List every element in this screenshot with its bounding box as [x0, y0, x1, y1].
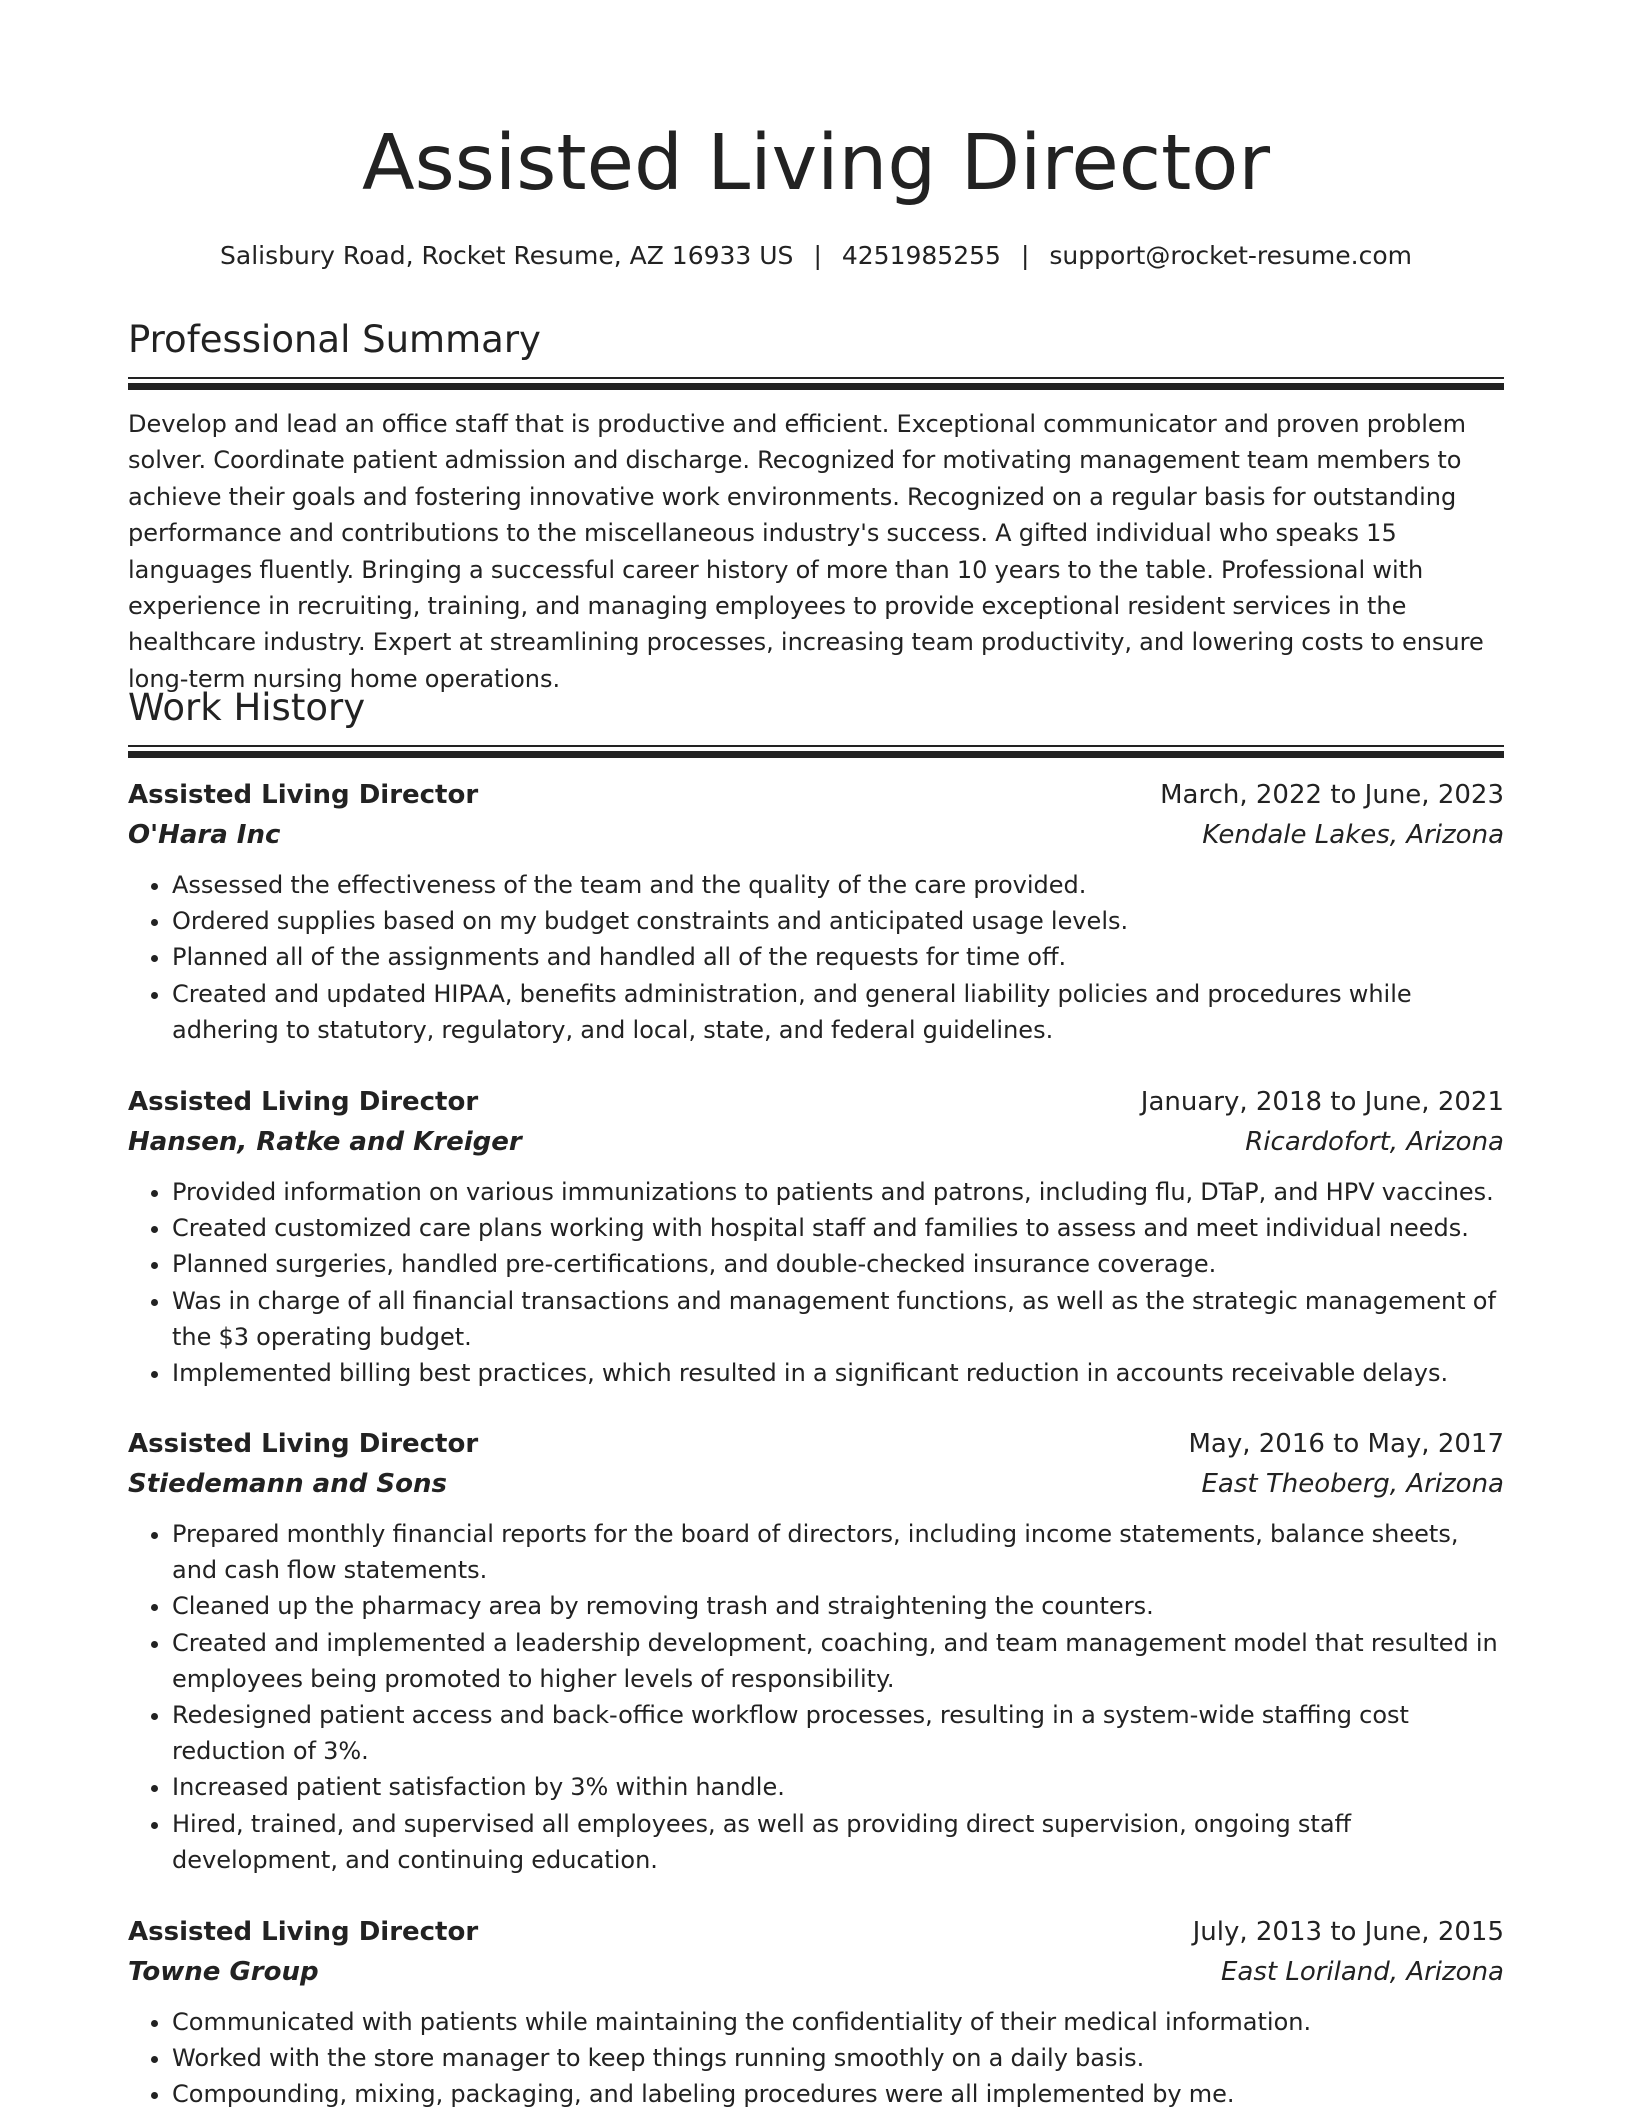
contact-email[interactable]: support@rocket-resume.com: [1049, 241, 1412, 270]
job-bullet: • Hired, trained, and supervised all employees, as well as providing direct supervision, ongoing staff development, and continuing education.: [172, 1806, 1504, 1878]
job-bullet: • Prepared monthly financial reports for the board of directors, including income statements, balance sheets, and cash flow statements.: [172, 1516, 1504, 1588]
job-title: Assisted Living Director: [128, 1087, 479, 1117]
job-bullet: • Created and updated HIPAA, benefits administration, and general liability policies and procedures while adhering to statutory, regulatory, and local, state, and federal guidelines.: [172, 976, 1504, 1048]
job-header-row: [128, 775, 1504, 815]
job-bullet-list: [128, 2004, 1504, 2113]
job-bullet: • Was in charge of all financial transactions and management functions, as well as the strategic management of the $3 operating budget.: [172, 1283, 1504, 1355]
job-dates: January, 2018 to June, 2021: [1140, 1087, 1504, 1117]
job-bullet: • Compounding, mixing, packaging, and labeling procedures were all implemented by me.: [172, 2076, 1504, 2112]
job-header-row: [128, 1082, 1504, 1122]
contact-separator: |: [813, 241, 822, 270]
job-entry: [128, 1082, 1504, 1391]
job-bullet-list: [128, 1516, 1504, 1878]
job-company-row: [128, 1952, 1504, 1992]
summary-text: Develop and lead an office staff that is productive and efficient. Exceptional communicator and proven problem solver. Coordinate patient admission and discharge. Recognized for motivating management team members to achieve their goals and fostering innovative work environments. Recognized on a regular basis for outstanding performance and contributions to the miscellaneous industry's success. A gifted individual who speaks 15 languages fluently. Bringing a successful career history of more than 10 years to the table. Professional with experience in recruiting, training, and managing employees to provide exceptional resident services in the healthcare industry. Expert at streamlining processes, increasing team productivity, and lowering costs to ensure long-term nursing home operations.: [128, 410, 1484, 693]
job-title: Assisted Living Director: [128, 1429, 479, 1459]
job-bullet: • Created customized care plans working with hospital staff and families to assess and meet individual needs.: [172, 1210, 1504, 1246]
job-location: East Loriland, Arizona: [1220, 1957, 1504, 1987]
job-bullet: • Cleaned up the pharmacy area by removing trash and straightening the counters.: [172, 1588, 1504, 1624]
job-location: Kendale Lakes, Arizona: [1202, 820, 1504, 850]
job-company-row: [128, 815, 1504, 855]
job-bullet: • Increased patient satisfaction by 3% within handle.: [172, 1769, 1504, 1805]
job-bullet: • Created and implemented a leadership development, coaching, and team management model that resulted in employees being promoted to higher levels of responsibility.: [172, 1625, 1504, 1697]
job-entry: [128, 775, 1504, 1048]
job-bullet: • Planned surgeries, handled pre-certifications, and double-checked insurance coverage.: [172, 1246, 1504, 1282]
job-header-row: [128, 1912, 1504, 1952]
section-heading-summary: Professional Summary: [128, 318, 541, 361]
section-divider: [128, 377, 1504, 390]
job-title: Assisted Living Director: [128, 1917, 479, 1947]
job-dates: May, 2016 to May, 2017: [1188, 1429, 1504, 1459]
job-bullet-list: [128, 1174, 1504, 1391]
divider-thick-line: [128, 383, 1504, 390]
job-bullet: • Provided information on various immunizations to patients and patrons, including flu, DTaP, and HPV vaccines.: [172, 1174, 1504, 1210]
job-company: Hansen, Ratke and Kreiger: [128, 1127, 522, 1157]
contact-phone: 4251985255: [841, 241, 1001, 270]
job-bullet: • Communicated with patients while maintaining the confidentiality of their medical information.: [172, 2004, 1504, 2040]
divider-thin-line: [128, 745, 1504, 747]
job-bullet: • Planned all of the assignments and handled all of the requests for time off.: [172, 939, 1504, 975]
job-bullet: • Ordered supplies based on my budget constraints and anticipated usage levels.: [172, 903, 1504, 939]
job-location: East Theoberg, Arizona: [1201, 1469, 1504, 1499]
job-dates: July, 2013 to June, 2015: [1192, 1917, 1504, 1947]
job-company-row: [128, 1464, 1504, 1504]
job-company: O'Hara Inc: [128, 820, 281, 850]
job-location: Ricardofort, Arizona: [1245, 1127, 1504, 1157]
job-bullet-list: [128, 867, 1504, 1048]
job-dates: March, 2022 to June, 2023: [1160, 780, 1504, 810]
section-divider: [128, 745, 1504, 758]
divider-thick-line: [128, 751, 1504, 758]
job-entry: [128, 1912, 1504, 2113]
divider-thin-line: [128, 377, 1504, 379]
job-bullet: • Assessed the effectiveness of the team and the quality of the care provided.: [172, 867, 1504, 903]
contact-address: Salisbury Road, Rocket Resume, AZ 16933 US: [220, 241, 794, 270]
contact-line: [128, 238, 1504, 274]
contact-separator: |: [1020, 241, 1030, 270]
resume-title: Assisted Living Director: [361, 119, 1271, 208]
job-company-row: [128, 1122, 1504, 1162]
job-bullet: • Redesigned patient access and back-office workflow processes, resulting in a system-wide staffing cost reduction of 3%.: [172, 1697, 1504, 1769]
job-header-row: [128, 1424, 1504, 1464]
job-company: Towne Group: [128, 1957, 319, 1987]
job-title: Assisted Living Director: [128, 780, 479, 810]
job-bullet: • Implemented billing best practices, which resulted in a significant reduction in accounts receivable delays.: [172, 1355, 1504, 1391]
job-entry: [128, 1424, 1504, 1878]
job-bullet: • Worked with the store manager to keep things running smoothly on a daily basis.: [172, 2040, 1504, 2076]
section-heading-work-history: Work History: [128, 686, 366, 729]
job-company: Stiedemann and Sons: [128, 1469, 447, 1499]
